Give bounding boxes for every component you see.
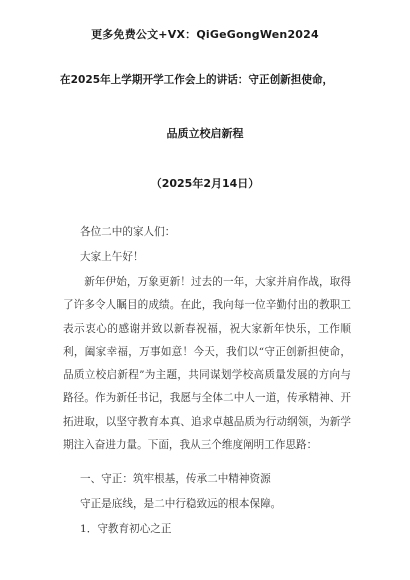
speech-title: 在2025年上学期开学工作会上的讲话：守正创新担使命，	[60, 74, 334, 86]
promo-banner: 更多免费公文+VX：QiGeGongWen2024	[91, 28, 319, 41]
subsection-heading: 1．守教育初心之正	[80, 523, 172, 535]
salutation: 大家上午好！	[80, 251, 144, 263]
speech-date: （2025年2月14日）	[150, 177, 260, 190]
section-heading: 一、守正：筑牢根基，传承二中精神资源	[80, 473, 271, 485]
section-description: 守正是底线，是二中行稳致远的根本保障。	[80, 498, 282, 510]
opening-paragraph: 新年伊始，万象更新！过去的一年，大家并肩作战，取得了许多令人瞩目的成绩。在此，我向每一位辛勤付出的教职工表示衷心的感谢并致以新春祝福，祝大家新年快乐，工作顺利，阖家幸福，万事如意！今天，我们以“守正创新担使命，品质立校启新程”为主题，共同谋划学校高质量发展的方向与路径。作为新任书记，我愿与全体二中人一道，传承精神、开拓进取，以坚守教育本真、追求卓越品质为行动纲领，为新学期注入奋进力量。下面，我从三个维度阐明工作思路：	[63, 276, 351, 452]
greeting: 各位二中的家人们：	[80, 226, 176, 238]
speech-subtitle: 品质立校启新程	[166, 127, 244, 140]
